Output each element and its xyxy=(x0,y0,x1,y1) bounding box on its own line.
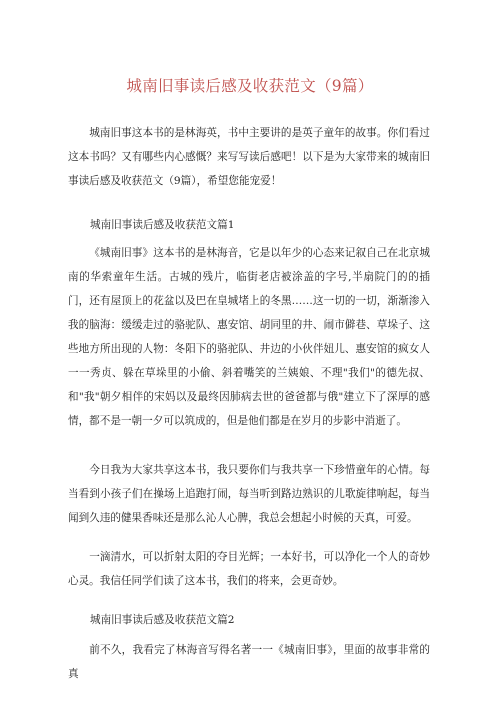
section-2-paragraph-1: 前不久，我看完了林海音写得名著一一《城南旧事》，里面的故事非常的真 xyxy=(68,644,430,680)
document-title: 城南旧事读后感及收获范文（9篇） xyxy=(126,77,374,95)
section-1-paragraph-3: 一滴清水，可以折射太阳的夺目光辉；一本好书，可以净化一个人的奇妙心灵。我信任同学们读了这本书，我们的将来，会更奇妙。 xyxy=(68,551,430,587)
section-1-paragraph-1: 《城南旧事》这本书的是林海音，它是以年少的心态来记叙自己在北京城南的华索童年生活。古城的残片，临街老店被涂盖的字号,半扇院门的的插门，还有屋顶上的花盆以及巴在皇城堵上的冬黑……这一切的一切，渐渐渗入我的脑海：缓缓走过的骆驼队、惠安馆、胡同里的井、闹市僻巷、草垛子、这些地方所出现的人物：冬阳下的骆驼队、井边的小伙伴妞儿、惠安馆的疯女人一一秀贞、躲在草垛里的小偷、斜着嘴笑的兰姨娘、不理"我们"的德先叔、和"我"朝夕相伴的宋妈以及最终因肺病去世的爸爸都与俄"建立下了深厚的感情，都不是一朝一夕可以筑成的，但是他们都是在岁月的步影中消逝了。 xyxy=(68,247,430,427)
intro-paragraph: 城南旧事这本书的是林海英，书中主要讲的是英子童年的故事。你们看过这本书吗？又有哪些内心感慨？来写写读后感吧！以下是为大家带来的城南旧事读后感及收获范文（9篇），希望您能宠爱！ xyxy=(68,127,430,187)
section-heading-1: 城南旧事读后感及收获范文篇1 xyxy=(90,219,235,231)
section-1-paragraph-2: 今日我为大家共享这本书，我只要你们与我共享一下珍惜童年的心情。每当看到小孩子们在操场上追跑打闹，每当听到路边熟识的儿歌旋律响起，每当闻到久违的健果香味还是那么沁人心脾，我总会想起小时候的天真，可爱。 xyxy=(68,464,430,524)
section-heading-2: 城南旧事读后感及收获范文篇2 xyxy=(90,614,235,626)
